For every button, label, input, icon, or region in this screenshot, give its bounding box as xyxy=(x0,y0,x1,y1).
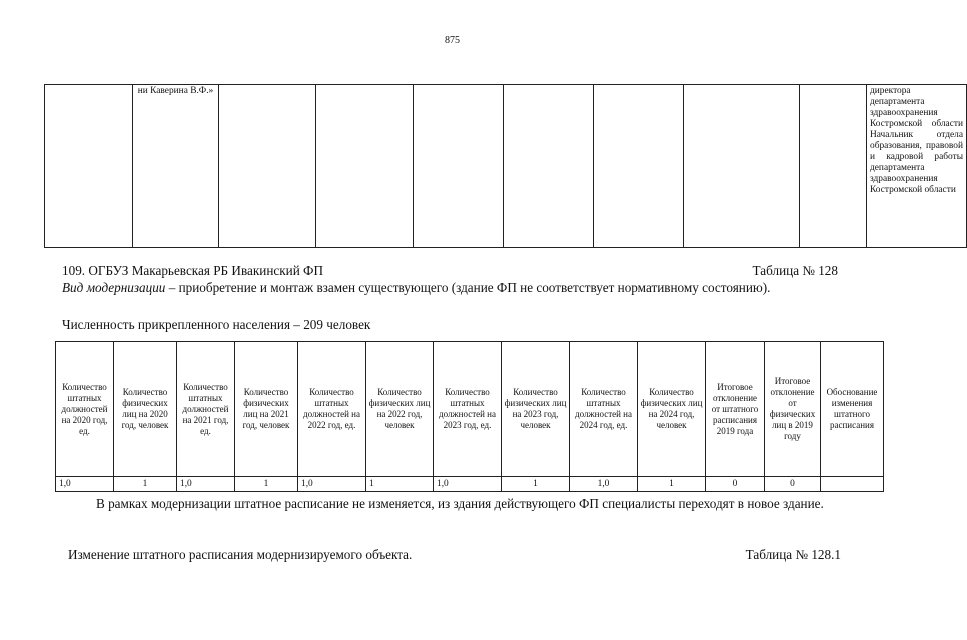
table-cell: 1 xyxy=(235,477,298,492)
object-name-cell: ни Каверина В.Ф.» xyxy=(133,85,219,248)
table-cell: 1 xyxy=(502,477,570,492)
table-row xyxy=(45,85,967,248)
change-table-number: Таблица № 128.1 xyxy=(745,547,841,562)
column-header: Итоговое отклонение от физических лиц в 2019 году xyxy=(765,342,821,477)
table-cell: 1 xyxy=(114,477,177,492)
column-header: Количество штатных должностей на 2022 год, ед. xyxy=(298,342,366,477)
column-header: Количество физических лиц на 2023 год, человек xyxy=(502,342,570,477)
continuation-table xyxy=(44,84,967,248)
section-title: 109. ОГБУЗ Макарьевская РБ Ивакинский ФП xyxy=(62,263,323,278)
column-header: Количество штатных должностей на 2020 год, ед. xyxy=(56,342,114,477)
table-cell: 1,0 xyxy=(56,477,114,492)
table-cell xyxy=(821,477,884,492)
page-number: 875 xyxy=(445,35,460,46)
column-header: Итоговое отклонение от штатного расписания 2019 года xyxy=(706,342,765,477)
change-title: Изменение штатного расписания модернизируемого объекта. xyxy=(68,547,413,562)
table-cell: 1,0 xyxy=(570,477,638,492)
column-header: Количество физических лиц на 2021 год, человек xyxy=(235,342,298,477)
note-paragraph: В рамках модернизации штатное расписание не изменяется, из здания действующего ФП специалисты переходят в новое здание. xyxy=(96,496,824,511)
table-cell: 1,0 xyxy=(298,477,366,492)
column-header: Обоснование изменения штатного расписания xyxy=(821,342,884,477)
modernization-text: – приобретение и монтаж взамен существующего (здание ФП не соответствует нормативному состоянию). xyxy=(165,280,771,295)
column-header: Количество физических лиц на 2022 год, человек xyxy=(366,342,434,477)
table-cell: 1,0 xyxy=(177,477,235,492)
table-number: Таблица № 128 xyxy=(752,263,838,278)
table-header-row xyxy=(56,342,884,477)
table-cell: 1 xyxy=(638,477,706,492)
modernization-type xyxy=(62,280,842,296)
table-cell: 0 xyxy=(765,477,821,492)
column-header: Количество физических лиц на 2024 год, человек xyxy=(638,342,706,477)
responsible-cell: директора департамента здравоохранения Костромской области Начальник отдела образования, правовой и кадровой работы департамента здравоохранения Костромской области xyxy=(867,85,967,248)
table-cell: 1,0 xyxy=(434,477,502,492)
table-cell: 1 xyxy=(366,477,434,492)
population-line: Численность прикрепленного населения – 209 человек xyxy=(62,317,371,332)
table-cell: 0 xyxy=(706,477,765,492)
staff-table xyxy=(55,341,884,492)
column-header: Количество физических лиц на 2020 год, человек xyxy=(114,342,177,477)
column-header: Количество штатных должностей на 2023 год, ед. xyxy=(434,342,502,477)
column-header: Количество штатных должностей на 2024 год, ед. xyxy=(570,342,638,477)
table-row xyxy=(56,477,884,492)
column-header: Количество штатных должностей на 2021 год, ед. xyxy=(177,342,235,477)
modernization-label: Вид модернизации xyxy=(62,280,166,295)
